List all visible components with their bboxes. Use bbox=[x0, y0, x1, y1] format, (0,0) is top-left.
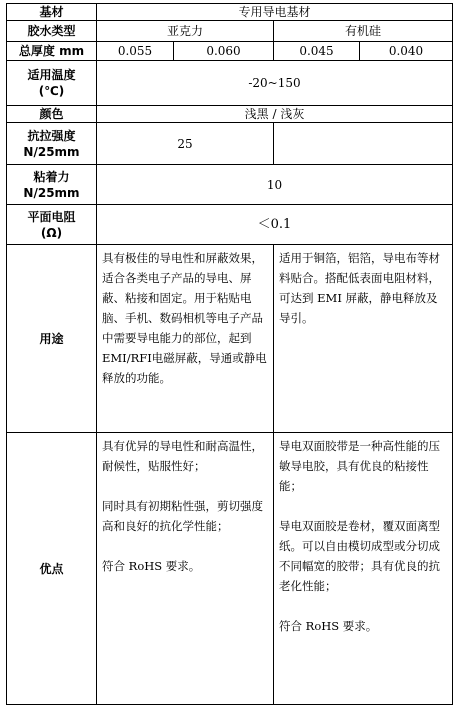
glue-type-silicone: 有机硅 bbox=[274, 21, 453, 42]
glue-type-acrylic: 亚克力 bbox=[97, 21, 274, 42]
label-color: 颜色 bbox=[7, 106, 97, 123]
paragraph: 符合 RoHS 要求。 bbox=[102, 559, 201, 573]
label-line: (Ω) bbox=[40, 225, 63, 240]
label-line: N/25mm bbox=[23, 144, 80, 159]
label-base-material: 基材 bbox=[7, 4, 97, 21]
label-line: 平面电阻 bbox=[27, 209, 76, 224]
paragraph: 符合 RoHS 要求。 bbox=[279, 619, 378, 633]
paragraph: 导电双面胶带是一种高性能的压敏导电胶，具有优良的粘接性能； bbox=[279, 439, 440, 493]
advantages-text-b bbox=[274, 433, 453, 705]
label-line: 适用温度 bbox=[27, 68, 76, 82]
row-thickness bbox=[7, 42, 453, 61]
value-temperature: -20~150 bbox=[97, 61, 453, 106]
row-glue-type bbox=[7, 21, 453, 42]
label-tensile bbox=[7, 123, 97, 165]
tensile-value-a: 25 bbox=[97, 123, 274, 165]
row-tensile bbox=[7, 123, 453, 165]
value-resistance: ＜0.1 bbox=[97, 205, 453, 245]
paragraph: 导电双面胶是卷材，覆双面离型纸。可以自由模切成型或分切成不同幅宽的胶带；具有优良的抗老化性能； bbox=[279, 519, 440, 593]
label-advantages: 优点 bbox=[7, 433, 97, 705]
tensile-value-b bbox=[274, 123, 453, 165]
thickness-value: 0.040 bbox=[360, 42, 453, 61]
row-temperature bbox=[7, 61, 453, 106]
label-line: 抗拉强度 bbox=[27, 128, 76, 143]
row-usage bbox=[7, 245, 453, 433]
row-adhesion bbox=[7, 165, 453, 205]
label-resistance bbox=[7, 205, 97, 245]
usage-text-b: 适用于铜箔，铝箔，导电布等材料贴合。搭配低表面电阻材料，可达到 EMI 屏蔽，静电释放及导引。 bbox=[274, 245, 453, 433]
paragraph: 具有优异的导电性和耐高温性，耐候性，贴服性好； bbox=[102, 439, 263, 473]
label-thickness: 总厚度 mm bbox=[7, 42, 97, 61]
label-usage: 用途 bbox=[7, 245, 97, 433]
value-adhesion: 10 bbox=[97, 165, 453, 205]
label-line: N/25mm bbox=[23, 185, 80, 200]
row-base-material bbox=[7, 4, 453, 21]
thickness-value: 0.045 bbox=[274, 42, 360, 61]
usage-text-a: 具有极佳的导电性和屏蔽效果，适合各类电子产品的导电、屏蔽、粘接和固定。用于粘贴电脑、手机、数码相机等电子产品中需要导电能力的部位，起到EMI/RFI电磁屏蔽，导通或静电释放的功能。 bbox=[97, 245, 274, 433]
row-resistance bbox=[7, 205, 453, 245]
thickness-value: 0.060 bbox=[174, 42, 274, 61]
label-line: 粘着力 bbox=[33, 169, 70, 184]
paragraph: 同时具有初期粘性强，剪切强度高和良好的抗化学性能； bbox=[102, 499, 263, 533]
value-color: 浅黑 / 浅灰 bbox=[97, 106, 453, 123]
label-temperature bbox=[7, 61, 97, 106]
row-advantages bbox=[7, 433, 453, 705]
label-adhesion bbox=[7, 165, 97, 205]
thickness-value: 0.055 bbox=[97, 42, 174, 61]
value-base-material: 专用导电基材 bbox=[97, 4, 453, 21]
spec-table bbox=[6, 3, 453, 705]
row-color bbox=[7, 106, 453, 123]
advantages-text-a bbox=[97, 433, 274, 705]
label-line: (℃) bbox=[38, 84, 65, 98]
label-glue-type: 胶水类型 bbox=[7, 21, 97, 42]
